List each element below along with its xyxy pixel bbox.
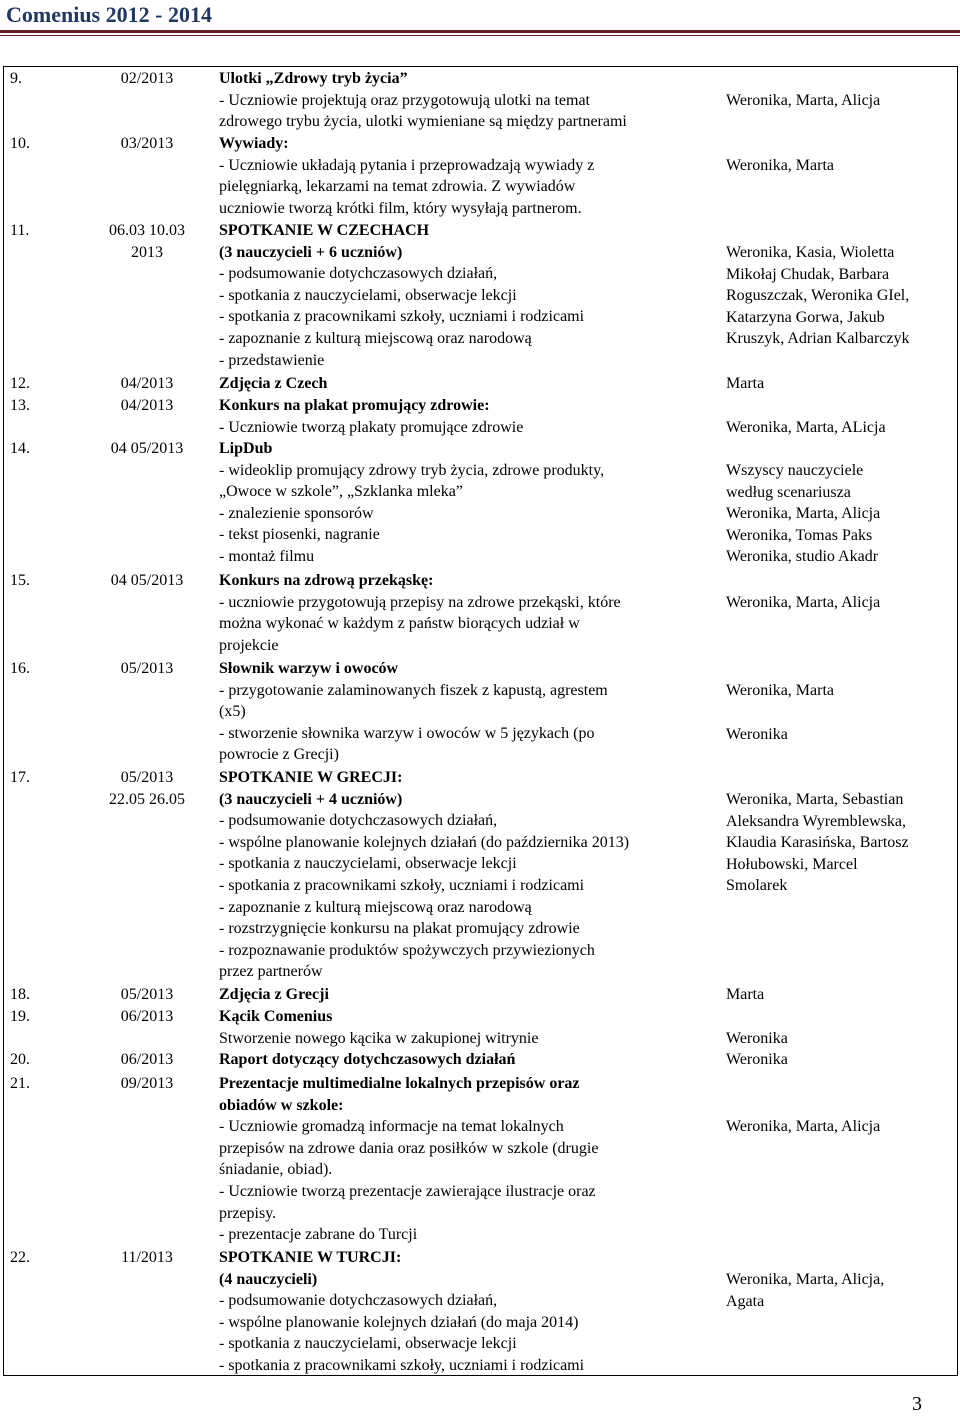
activity-line: można wykonać w każdym z państw biorących udział w [219, 615, 580, 633]
row-responsible [726, 373, 958, 395]
date-line: 05/2013 [120, 660, 174, 677]
responsible-person: Weronika, Marta [726, 682, 834, 699]
row-activity [219, 1049, 719, 1071]
responsible-person: Roguszczak, Weronika GIel, [726, 287, 910, 305]
activity-subtitle: (3 nauczycieli + 6 uczniów) [219, 243, 403, 261]
activity-line: - wspólne planowanie kolejnych działań (do maja 2014) [219, 1313, 579, 1331]
date-line: 04 05/2013 [110, 572, 184, 589]
row-date [76, 68, 218, 90]
responsible-person: Weronika, Marta, Alicja, [726, 1271, 885, 1288]
activity-line: powrocie z Grecji) [219, 746, 339, 764]
activity-line: - wspólne planowanie kolejnych działań (do października 2013) [219, 833, 630, 851]
row-responsible [726, 1116, 958, 1138]
responsible-person: Marta [726, 986, 765, 1003]
row-activity [219, 658, 719, 766]
row-number: 16. [10, 660, 30, 677]
row-activity [219, 984, 719, 1006]
activity-line: - przedstawienie [219, 351, 325, 369]
responsible-person: Weronika, Tomas Paks [726, 526, 873, 544]
activity-title: Konkurs na zdrową przekąskę: [219, 572, 434, 589]
activity-line: - przygotowanie zalaminowanych fiszek z kapustą, agrestem [219, 681, 608, 699]
row-date [76, 133, 218, 155]
row-date [76, 1006, 218, 1028]
row-activity [219, 438, 719, 568]
date-line: 06/2013 [120, 1051, 174, 1068]
date-line: 06/2013 [120, 1008, 174, 1025]
activity-title: SPOTKANIE W TURCJI: [219, 1249, 402, 1266]
activity-line: - spotkania z nauczycielami, obserwacje lekcji [219, 1335, 517, 1353]
activity-line: przepisy. [219, 1204, 277, 1222]
row-activity [219, 1006, 719, 1049]
activity-line: - stworzenie słownika warzyw i owoców w 5 językach (po [219, 724, 595, 742]
responsible-person: Kruszyk, Adrian Kalbarczyk [726, 330, 910, 348]
activity-line: - spotkania z pracownikami szkoły, uczniami i rodzicami [219, 1356, 585, 1374]
responsible-person: Katarzyna Gorwa, Jakub [726, 308, 885, 326]
responsible-person: Agata [726, 1292, 765, 1310]
row-responsible [726, 242, 958, 350]
activity-title: Słownik warzyw i owoców [219, 660, 399, 677]
activity-title: Konkurs na plakat promujący zdrowie: [219, 397, 490, 414]
activity-title: Wywiady: [219, 135, 289, 152]
running-header [0, 0, 960, 40]
row-responsible [726, 460, 958, 568]
date-line: 2013 [131, 243, 163, 261]
activity-line: (x5) [219, 703, 246, 721]
row-number: 9. [10, 70, 22, 87]
activity-line: uczniowie tworzą krótki film, który wysyłają partnerom. [219, 199, 582, 217]
row-responsible [726, 592, 958, 614]
row-date [76, 1049, 218, 1071]
responsible-person: Weronika, Marta, Alicja [726, 1118, 881, 1135]
responsible-person: Hołubowski, Marcel [726, 855, 858, 873]
responsible-person: Wszyscy nauczyciele [726, 462, 864, 479]
row-responsible [726, 789, 958, 897]
activity-line: - wideoklip promujący zdrowy tryb życia, zdrowe produkty, [219, 461, 605, 479]
activity-subtitle: (3 nauczycieli + 4 uczniów) [219, 790, 403, 808]
activity-line: - spotkania z nauczycielami, obserwacje lekcji [219, 286, 517, 304]
responsible-person: Weronika, Kasia, Wioletta [726, 244, 895, 261]
row-responsible [726, 680, 958, 745]
responsible-person: Smolarek [726, 877, 788, 895]
activity-title: Prezentacje multimedialne lokalnych przepisów oraz [219, 1075, 580, 1092]
row-number: 21. [10, 1075, 30, 1092]
activity-line: - podsumowanie dotychczasowych działań, [219, 1292, 498, 1310]
row-responsible [726, 1049, 958, 1071]
row-date [76, 658, 218, 680]
row-responsible [726, 1269, 958, 1312]
activity-title: Ulotki „Zdrowy tryb życia” [219, 70, 408, 87]
row-number: 10. [10, 135, 30, 152]
row-date [76, 984, 218, 1006]
activity-line: pielęgniarką, lekarzami na temat zdrowia. Z wywiadów [219, 178, 576, 196]
activity-line: - spotkania z pracownikami szkoły, uczniami i rodzicami [219, 876, 585, 894]
row-activity [219, 1073, 719, 1246]
row-date [76, 767, 218, 810]
row-activity [219, 220, 719, 371]
activity-line: przez partnerów [219, 963, 323, 981]
row-activity [219, 373, 719, 395]
row-activity [219, 68, 719, 133]
date-line: 11/2013 [121, 1249, 173, 1266]
row-date [76, 1073, 218, 1095]
header-rule-thick [0, 30, 960, 33]
row-number: 22. [10, 1249, 30, 1266]
row-responsible [726, 984, 958, 1006]
activity-line: - Uczniowie gromadzą informacje na temat lokalnych [219, 1118, 564, 1136]
row-responsible [726, 90, 958, 112]
row-date [76, 395, 218, 417]
responsible-person: Weronika [726, 1030, 788, 1047]
row-responsible [726, 155, 958, 177]
row-activity [219, 1247, 719, 1377]
date-line: 05/2013 [120, 769, 174, 786]
responsible-person: Weronika, Marta, Alicja [726, 505, 881, 523]
activity-line: - prezentacje zabrane do Turcji [219, 1226, 418, 1244]
date-line: 05/2013 [120, 986, 174, 1003]
activity-line: - podsumowanie dotychczasowych działań, [219, 265, 498, 283]
header-title: Comenius 2012 - 2014 [6, 2, 212, 27]
row-responsible [726, 417, 958, 439]
activity-title: Zdjęcia z Czech [219, 375, 328, 392]
responsible-person: Weronika [726, 725, 788, 743]
responsible-person: Weronika, Marta, Sebastian [726, 791, 904, 808]
row-activity [219, 767, 719, 983]
row-number: 15. [10, 572, 30, 589]
activity-line: - Uczniowie tworzą prezentacje zawierające ilustracje oraz [219, 1182, 596, 1200]
responsible-person: Weronika, Marta, Alicja [726, 594, 881, 611]
date-line: 04 05/2013 [110, 440, 184, 457]
row-activity [219, 133, 719, 219]
activity-line: - spotkania z pracownikami szkoły, uczniami i rodzicami [219, 308, 585, 326]
date-line: 04/2013 [120, 397, 174, 414]
activity-line: - rozstrzygnięcie konkursu na plakat promujący zdrowie [219, 920, 580, 938]
responsible-person: Weronika [726, 1051, 788, 1068]
activity-line: - montaż filmu [219, 547, 315, 565]
row-number: 11. [10, 222, 30, 239]
row-date [76, 373, 218, 395]
date-line: 04/2013 [120, 375, 174, 392]
activity-title: SPOTKANIE W CZECHACH [219, 222, 430, 239]
activity-line: zdrowego trybu życia, ulotki wymieniane są między partnerami [219, 113, 627, 131]
activity-line: - zapoznanie z kulturą miejscową oraz narodową [219, 898, 532, 916]
row-number: 13. [10, 397, 30, 414]
responsible-person: Weronika, Marta, ALicja [726, 419, 886, 436]
activity-subtitle: (4 nauczycieli) [219, 1270, 318, 1288]
date-line: 02/2013 [120, 70, 174, 87]
activity-line: - Uczniowie tworzą plakaty promujące zdrowie [219, 418, 524, 436]
activity-line: - podsumowanie dotychczasowych działań, [219, 812, 498, 830]
row-number: 20. [10, 1051, 30, 1068]
row-number: 14. [10, 440, 30, 457]
row-date [76, 438, 218, 460]
activity-line: - tekst piosenki, nagranie [219, 526, 380, 544]
activity-line: przepisów na zdrowe dania oraz posiłków w szkole (drugie [219, 1139, 599, 1157]
activity-line: - Uczniowie projektują oraz przygotowują ulotki na temat [219, 91, 590, 109]
activity-line: śniadanie, obiad). [219, 1161, 333, 1179]
responsible-person: Aleksandra Wyremblewska, [726, 812, 907, 830]
activity-title-cont: obiadów w szkole: [219, 1096, 344, 1114]
activity-line: - spotkania z nauczycielami, obserwacje lekcji [219, 855, 517, 873]
responsible-person: Klaudia Karasińska, Bartosz [726, 834, 909, 852]
activity-line: projekcie [219, 636, 279, 654]
responsible-person: Marta [726, 375, 765, 392]
activity-title: LipDub [219, 440, 273, 457]
responsible-person: według scenariusza [726, 483, 851, 501]
row-number: 17. [10, 769, 30, 786]
responsible-person: Weronika, studio Akadr [726, 548, 879, 566]
row-activity [219, 395, 719, 438]
row-date [76, 1247, 218, 1269]
activity-title: Kącik Comenius [219, 1008, 333, 1025]
date-line: 09/2013 [120, 1075, 174, 1092]
responsible-person: Weronika, Marta, Alicja [726, 92, 881, 109]
activity-line: - uczniowie przygotowują przepisy na zdrowe przekąski, które [219, 593, 621, 611]
row-date [76, 570, 218, 592]
header-rule-thin [0, 35, 960, 36]
activity-line: - rozpoznawanie produktów spożywczych przywiezionych [219, 941, 595, 959]
activity-line: - znalezienie sponsorów [219, 504, 374, 522]
row-number: 18. [10, 986, 30, 1003]
activity-line: - Uczniowie układają pytania i przeprowadzają wywiady z [219, 156, 595, 174]
page-number: 3 [912, 1393, 922, 1415]
responsible-person: Mikołaj Chudak, Barbara [726, 265, 890, 283]
activity-title: Zdjęcia z Grecji [219, 986, 329, 1003]
responsible-person: Weronika, Marta [726, 157, 834, 174]
row-activity [219, 570, 719, 656]
row-number: 19. [10, 1008, 30, 1025]
row-date [76, 220, 218, 263]
row-responsible [726, 1028, 958, 1050]
activity-line: „Owoce w szkole”, „Szklanka mleka” [219, 483, 463, 501]
activity-line: Stworzenie nowego kącika w zakupionej witrynie [219, 1029, 539, 1047]
activity-line: - zapoznanie z kulturą miejscową oraz narodową [219, 329, 532, 347]
date-line: 22.05 26.05 [109, 790, 185, 808]
activity-title: SPOTKANIE W GRECJI: [219, 769, 403, 786]
date-line: 06.03 10.03 [109, 222, 185, 239]
row-number: 12. [10, 375, 30, 392]
date-line: 03/2013 [120, 135, 174, 152]
activity-title: Raport dotyczący dotychczasowych działań [219, 1051, 516, 1068]
